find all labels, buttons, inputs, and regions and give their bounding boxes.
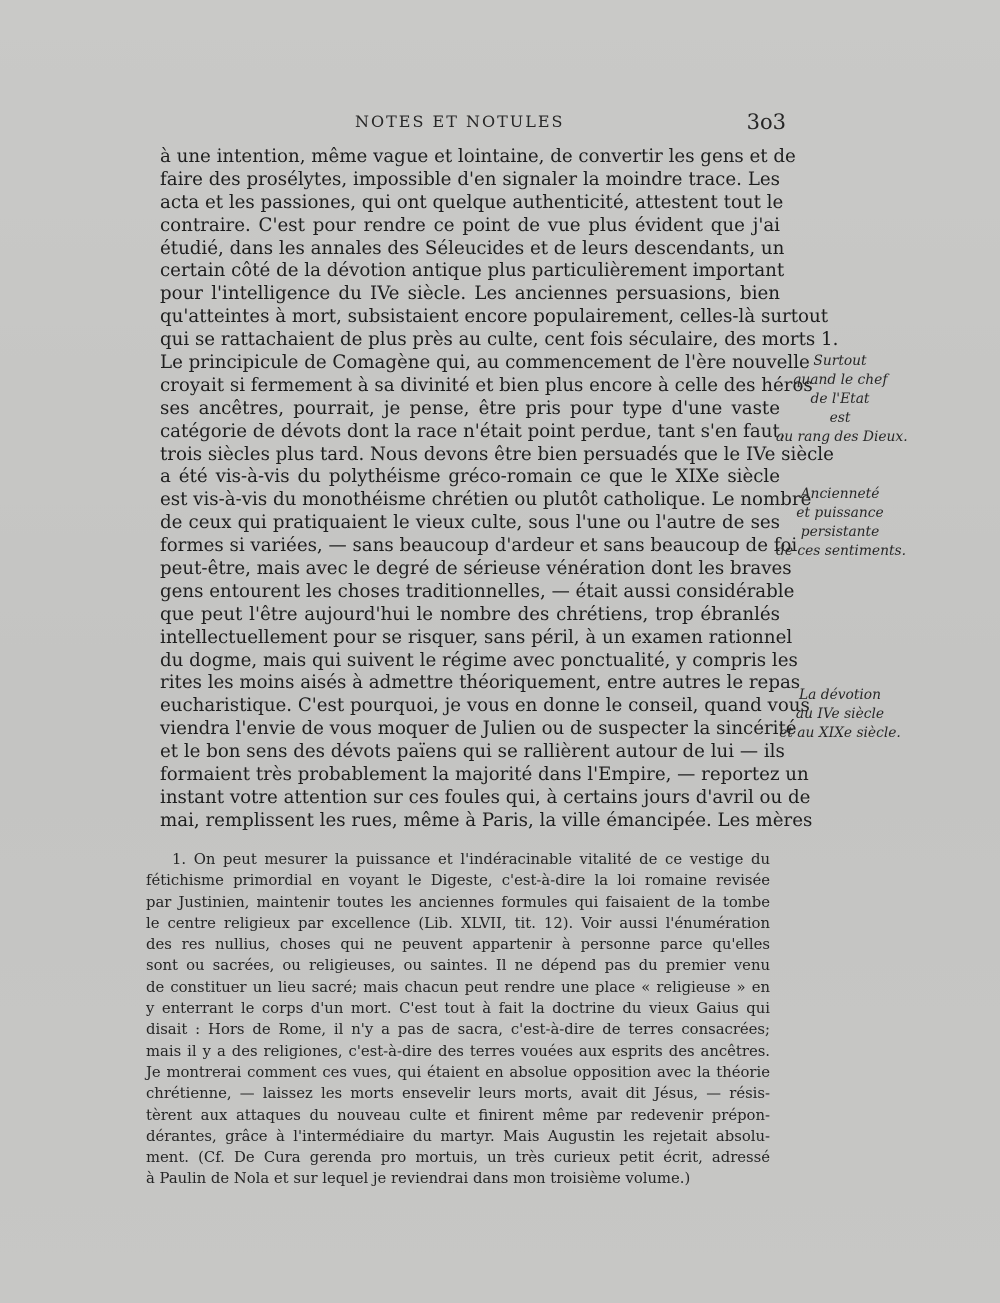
margin-note-line: au IVe siècle (795, 706, 885, 722)
footnote-line: à Paulin de Nola et sur lequel je reviendrai dans mon troisième volume.) (146, 1170, 691, 1188)
text-line: croyait si fermement à sa divinité et bien plus encore à celle des héros (160, 374, 813, 396)
page-header (160, 112, 786, 138)
text-line: de ceux qui pratiquaient le vieux culte, sous l'une ou l'autre de ses (160, 512, 780, 534)
text-line: du dogme, mais qui suivent le régime avec ponctualité, y compris les (160, 649, 798, 671)
text-line: intellectuellement pour se risquer, sans péril, à un examen rationnel (160, 626, 793, 648)
margin-note-line: Surtout (813, 353, 867, 369)
text-line: viendra l'envie de vous moquer de Julien ou de suspecter la sincérité (160, 718, 797, 740)
text-line: qui se rattachaient de plus près au culte, cent fois séculaire, des morts 1. (160, 329, 839, 351)
text-line: instant votre attention sur ces foules qui, à certains jours d'avril ou de (160, 786, 811, 808)
footnote-line: y enterrant le corps d'un mort. C'est tout à fait la doctrine du vieux Gaius qui (146, 1000, 770, 1018)
footnote-line: chrétienne, — laissez les morts ensevelir leurs morts, avait dit Jésus, — résis- (146, 1085, 770, 1103)
text-line: eucharistique. C'est pourquoi, je vous en donne le conseil, quand vous (160, 695, 810, 717)
text-line: étudié, dans les annales des Séleucides et de leurs descendants, un (160, 237, 785, 259)
text-line: gens entourent les choses traditionnelles, — était aussi considérable (160, 580, 795, 602)
text-line: est vis-à-vis du monothéisme chrétien ou plutôt catholique. Le nombre (160, 489, 812, 511)
footnote-line: mais il y a des religiones, c'est-à-dire des terres vouées aux esprits des ancêtres. (146, 1042, 770, 1060)
page-number: 3o3 (746, 110, 786, 134)
margin-note-line: de l'Etat (810, 391, 870, 407)
margin-note-line: est (829, 410, 851, 426)
text-line: trois siècles plus tard. Nous devons être bien persuadés que le IVe siècle (160, 443, 834, 465)
footnote-line: tèrent aux attaques du nouveau culte et finirent même par redevenir prépon- (146, 1106, 770, 1124)
text-line: a été vis-à-vis du polythéisme gréco-romain ce que le XIXe siècle (160, 466, 780, 488)
footnote-line: fétichisme primordial en voyant le Digeste, c'est-à-dire la loi romaine revisée (146, 872, 770, 890)
text-line: formaient très probablement la majorité dans l'Empire, — reportez un (160, 764, 809, 786)
main-text (160, 146, 839, 833)
margin-note-line: au rang des Dieux. (776, 429, 908, 445)
text-line: pour l'intelligence du IVe siècle. Les anciennes persuasions, bien (160, 283, 780, 305)
footnote-line: dérantes, grâce à l'intermédiaire du martyr. Mais Augustin les rejetait absolu- (146, 1127, 770, 1145)
text-line: rites les moins aisés à admettre théoriquement, entre autres le repas (160, 672, 801, 694)
text-line: certain côté de la dévotion antique plus particulièrement important (160, 260, 785, 282)
text-line: que peut l'être aujourd'hui le nombre des chrétiens, trop ébranlés (160, 603, 780, 625)
margin-note (776, 686, 904, 743)
margin-note-line: quand le chef (792, 372, 888, 388)
text-line: contraire. C'est pour rendre ce point de vue plus évident que j'ai (160, 214, 780, 236)
footnote-line: des res nullius, choses qui ne peuvent appartenir à personne parce qu'elles (146, 936, 770, 954)
text-line: et le bon sens des dévots païens qui se rallièrent autour de lui — ils (160, 741, 785, 763)
footnote-line: de constituer un lieu sacré; mais chacun peut rendre une place « religieuse » en (146, 978, 770, 996)
text-line: catégorie de dévots dont la race n'était point perdue, tant s'en faut, (160, 420, 786, 442)
margin-note-line: et au XIXe siècle. (779, 725, 901, 741)
margin-note-line: persistante (800, 524, 880, 540)
text-line: faire des prosélytes, impossible d'en signaler la moindre trace. Les (160, 168, 780, 190)
footnote-line: par Justinien, maintenir toutes les anciennes formules qui faisaient de la tombe (146, 893, 770, 911)
text-line: Le principicule de Comagène qui, au commencement de l'ère nouvelle (160, 352, 810, 374)
text-line: à une intention, même vague et lointaine, de convertir les gens et de (160, 146, 796, 167)
text-line: peut-être, mais avec le degré de sérieuse vénération dont les braves (160, 558, 792, 580)
text-line: qu'atteintes à mort, subsistaient encore populairement, celles-là surtout (160, 306, 829, 328)
text-line: acta et les passiones, qui ont quelque authenticité, attestent tout le (160, 191, 784, 213)
margin-note-line: Ancienneté (800, 486, 880, 502)
footnote-line: Je montrerai comment ces vues, qui étaient en absolue opposition avec la théorie (146, 1063, 770, 1081)
text-line: mai, remplissent les rues, même à Paris, la ville émancipée. Les mères (160, 809, 813, 831)
text-line: formes si variées, — sans beaucoup d'ardeur et sans beaucoup de foi (160, 535, 798, 557)
margin-note (776, 485, 904, 561)
margin-note-line: La dévotion (798, 687, 882, 703)
footnote-line: 1. On peut mesurer la puissance et l'indéracinable vitalité de ce vestige du (172, 851, 770, 868)
margin-note (776, 352, 908, 447)
running-title: NOTES ET NOTULES (355, 112, 565, 131)
footnote-line: le centre religieux par excellence (Lib. XLVII, tit. 12). Voir aussi l'énumération (146, 914, 770, 932)
footnote-line: disait : Hors de Rome, il n'y a pas de sacra, c'est-à-dire de terres consacrées; (146, 1021, 770, 1039)
footnote-line: sont ou sacrées, ou religieuses, ou saintes. Il ne dépend pas du premier venu (146, 957, 770, 975)
margin-note-line: de ces sentiments. (776, 543, 906, 559)
margin-note-line: et puissance (796, 505, 884, 521)
footnote-line: ment. (Cf. De Cura gerenda pro mortuis, un très curieux petit écrit, adressé (146, 1149, 770, 1167)
text-line: ses ancêtres, pourrait, je pense, être pris pour type d'une vaste (160, 397, 780, 419)
footnotes (146, 849, 770, 1190)
